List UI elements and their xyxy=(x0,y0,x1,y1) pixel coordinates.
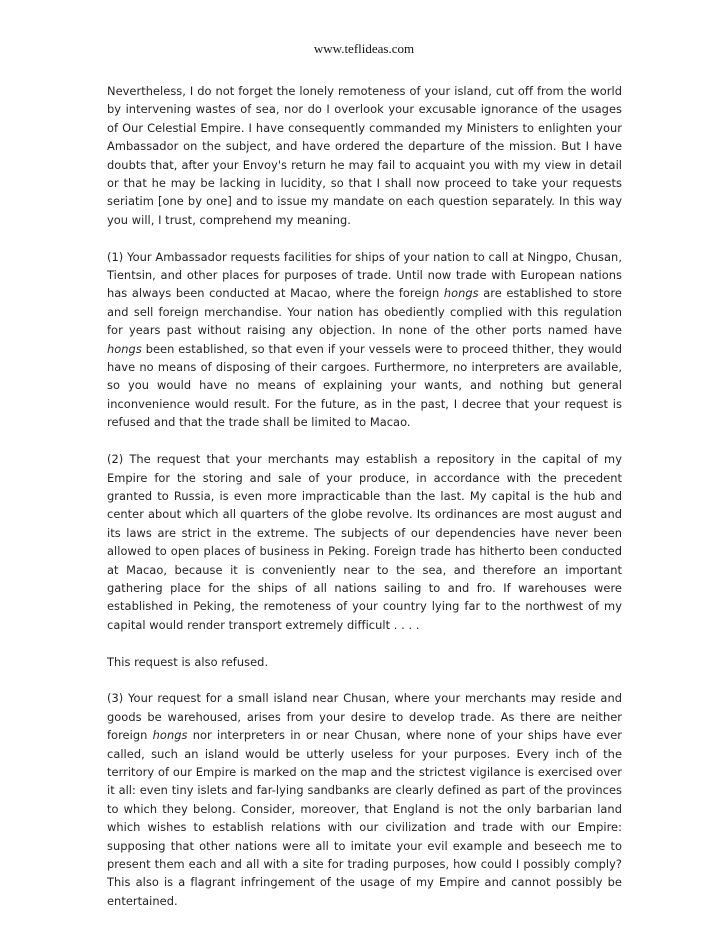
text-segment: nor interpreters in or near Chusan, where none of your ships have ever called, such an island would be utterly useless for your purposes. Every inch of the territory of our Empire is marked on the map and the strictest vigilance is exercised over it all: even tiny islets and far-lying sandbanks are clearly defined as part of the provinces to which they belong. Consider, moreover, that England is not the only barbarian land which wishes to establish relations with our civilization and trade with our Empire: supposing that other nations were all to imitate your evil example and beseech me to present them each and all with a site for trading purposes, how could I possibly comply? This also is a flagrant infringement of the usage of my Empire and cannot possibly be entertained. xyxy=(107,728,622,908)
text-segment: (2) The request that your merchants may establish a repository in the capital of my Empire for the storing and sale of your produce, in accordance with the precedent granted to Russia, is even more impracticable than the last. My capital is the hub and center about which all quarters of the globe revolve. Its ordinances are most august and its laws are strict in the extreme. The subjects of our dependencies have never been allowed to open places of business in Peking. Foreign trade has hitherto been conducted at Macao, because it is conveniently near to the sea, and therefore an important gathering place for the ships of all nations sailing to and fro. If warehouses were established in Peking, the remoteness of your country lying far to the northwest of my capital would render transport extremely difficult . . . . xyxy=(107,452,622,632)
text-segment: are established to store and sell foreign merchandise. Your nation has obediently complied with this regulation for years past without raising any objection. In none of the other ports named have xyxy=(107,286,622,338)
paragraph-refusal xyxy=(107,653,622,671)
text-segment: This request is also refused. xyxy=(107,654,269,669)
text-segment: (3) Your request for a small island near Chusan, where your merchants may reside and goods be warehoused, arises from your desire to develop trade. As there are neither foreign xyxy=(107,691,622,743)
paragraph-intro xyxy=(107,82,622,229)
document-body xyxy=(107,82,622,910)
italic-term: hongs xyxy=(152,728,188,743)
paragraph-request-2 xyxy=(107,450,622,634)
italic-term: hongs xyxy=(107,341,142,356)
text-segment: been established, so that even if your vessels were to proceed thither, they would have no means of disposing of their cargoes. Furthermore, no interpreters are available, so you would have no means of explaining your wants, and nothing but general inconvenience would result. For the future, as in the past, I decree that your request is refused and that the trade shall be limited to Macao. xyxy=(107,341,622,430)
paragraph-request-1 xyxy=(107,248,622,432)
text-segment: Nevertheless, I do not forget the lonely remoteness of your island, cut off from the world by intervening wastes of sea, nor do I overlook your excusable ignorance of the usages of Our Celestial Empire. I have consequently commanded my Ministers to enlighten your Ambassador on the subject, and have ordered the departure of the mission. But I have doubts that, after your Envoy's return he may fail to acquaint you with my view in detail or that he may be lacking in lucidity, so that I shall now proceed to take your requests seriatim [one by one] and to issue my mandate on each question separately. In this way you will, I trust, comprehend my meaning. xyxy=(107,84,622,227)
italic-term: hongs xyxy=(443,286,479,301)
paragraph-request-3 xyxy=(107,689,622,910)
text-segment: (1) Your Ambassador requests facilities for ships of your nation to call at Ningpo, Chusan, Tientsin, and other places for purposes of trade. Until now trade with European nations has always been conducted at Macao, where the foreign xyxy=(107,249,622,301)
page-header: www.teflideas.com xyxy=(313,41,415,56)
